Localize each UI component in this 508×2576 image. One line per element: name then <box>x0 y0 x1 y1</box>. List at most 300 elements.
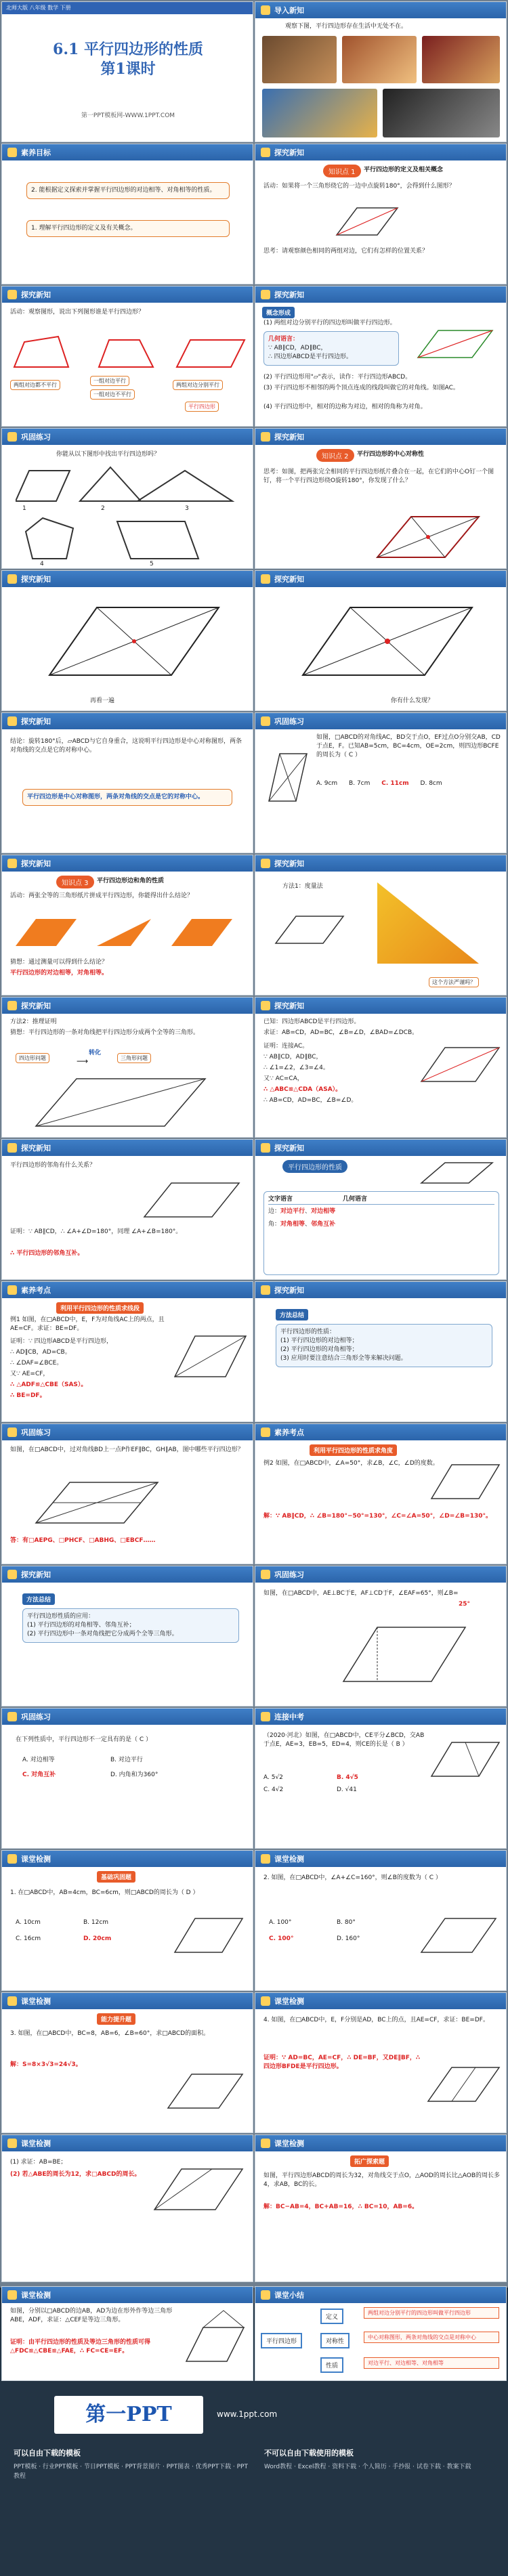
footer-banner <box>0 2386 508 2576</box>
slide-header <box>2 1851 253 1867</box>
option-c[interactable]: C. 11cm <box>381 780 409 787</box>
example-answer: 解：∵ AB∥CD，∴ ∠B=180°−50°=130°，∠C=∠A=50°，∠D=∠B=130°。 <box>263 1513 492 1520</box>
slide-method1 <box>255 1281 507 1422</box>
item-angle-equal: 对角相等 <box>280 1221 305 1228</box>
option-d[interactable]: D. 8cm <box>420 780 442 787</box>
header-title: 探究新知 <box>274 148 304 157</box>
slide-header <box>255 1709 506 1725</box>
test-answer: 证明：∵ AD=BC，AE=CF，∴ DE=BF，又DE∥BF，∴ 四边形BFDE是平行四边形。 <box>263 2055 421 2071</box>
guess-answer: 平行四边形的对边相等，对角相等。 <box>10 970 108 976</box>
table-header <box>268 1195 494 1205</box>
conclusion-highlight: 平行四边形是中心对称图形，两条对角线的交点是它的对称中心。 <box>27 794 205 800</box>
question-text: 你能从以下图形中找出平行四边形吗？ <box>56 451 161 458</box>
slide-header <box>2 429 253 445</box>
think-text: 猜想：平行四边形的一条对角线把平行四边形分成两个全等的三角形。 <box>10 1029 200 1036</box>
example-question: 例2 如图，在□ABCD中，∠A=50°，求∠B，∠C，∠D的度数。 <box>263 1460 439 1467</box>
geo-lang-1: ∵ AB∥CD，AD∥BC， <box>268 345 327 352</box>
test-figure <box>418 1912 499 1959</box>
point-tag: 知识点 3 <box>56 876 94 888</box>
slide-header <box>255 1993 506 2009</box>
activity-text: 活动：两张全等的三角形纸片拼成平行四边形，你能得出什么结论？ <box>10 893 194 899</box>
caption: 再看一遍 <box>90 697 115 704</box>
photo-gate <box>342 36 417 83</box>
header-title: 课堂小结 <box>274 2291 304 2300</box>
header-title: 巩固练习 <box>274 717 304 726</box>
test-question: 1. 在□ABCD中，AB=4cm，BC=6cm，则□ABCD的周长为（ D ） <box>10 1889 199 1896</box>
header-title: 课堂检测 <box>21 1997 51 2006</box>
method-line-2: (1) 平行四边形的对边相等； <box>280 1337 358 1345</box>
summary-leaf-prop: 对边平行、对边相等、对角相等 <box>364 2357 499 2369</box>
test-figure <box>425 2061 503 2108</box>
slide-header <box>255 2135 506 2151</box>
slide-header <box>255 571 506 587</box>
goal-1: 1. 理解平行四边形的定义及有关概念。 <box>26 220 230 237</box>
proof-2: ∵ AB∥CD，AD∥BC， <box>263 1054 322 1060</box>
cover-title-line1: 6.1 平行四边形的性质 <box>53 41 203 58</box>
adjacent-figure <box>137 1176 246 1224</box>
given-text: 已知：四边形ABCD是平行四边形。 <box>263 1018 360 1025</box>
slide-practice1 <box>1 428 253 569</box>
photo-building <box>422 36 500 83</box>
method-box <box>276 1324 492 1367</box>
option-d[interactable]: D. 160° <box>337 1935 360 1942</box>
header-icon <box>261 1570 270 1579</box>
proof-line: 证明：∵ AB∥CD，∴ ∠A+∠D=180°，同理 ∠A+∠B=180°。 <box>10 1228 182 1235</box>
header-icon <box>7 1427 17 1437</box>
activity-text: 活动：观察图形，说出下列图形谁是平行四边形？ <box>10 309 145 316</box>
header-title: 探究新知 <box>21 1144 51 1153</box>
slide-header <box>2 2135 253 2151</box>
slide-header <box>2 2287 253 2303</box>
label-one-not-parallel: 一组对边不平行 <box>90 389 135 400</box>
slide-goals <box>1 144 253 284</box>
point-title: 平行四边形的定义及相关概念 <box>364 167 444 173</box>
slide-summary <box>255 2286 507 2381</box>
test-tag: 拓广探索题 <box>350 2155 389 2167</box>
header-title: 课堂检测 <box>21 2291 51 2300</box>
option-c[interactable]: C. 4√2 <box>263 1786 284 1793</box>
footer-url[interactable]: www.1ppt.com <box>217 2409 278 2419</box>
option-a[interactable]: A. 100° <box>269 1919 292 1926</box>
summary-node-prop: 性质 <box>320 2357 343 2373</box>
table-title: 平行四边形的性质 <box>282 1160 347 1173</box>
intro-question: 观察下图，平行四边形存在生活中无处不在。 <box>285 23 408 30</box>
cover-title <box>29 40 227 79</box>
header-title: 探究新知 <box>274 575 304 584</box>
think-text: 思考：如图，把两张完全相同的平行四边形纸片叠合在一起，在它们的中心O钉一个图钉，将一个平行四边形绕O旋转180°，你发现了什么？ <box>263 469 494 485</box>
summary-leaf-def: 两组对边分别平行的四边形叫做平行四边形 <box>364 2307 499 2319</box>
slide-cover <box>1 1 253 142</box>
practice-figure <box>29 1476 165 1530</box>
slide-test1 <box>1 1850 253 1991</box>
option-a[interactable]: A. 10cm <box>16 1919 41 1926</box>
header-icon <box>7 574 17 584</box>
slide-header <box>255 1566 506 1583</box>
footer-col-1 <box>14 2447 251 2481</box>
test-question: 4. 如图，在□ABCD中，E，F分别是AD，BC上的点，且AE=CF，求证：BE=DF。 <box>263 2017 489 2023</box>
test-question: (1) 求证：AB=BE； <box>10 2159 67 2166</box>
test-tag: 能力提升题 <box>97 2013 135 2025</box>
guess-question: 猜想：通过测量可以得到什么结论？ <box>10 959 108 966</box>
header-title: 探究新知 <box>274 433 304 442</box>
header-icon <box>7 2290 17 2300</box>
proof-2: ∴ AD∥CB，AD=CB。 <box>10 1349 71 1356</box>
label-no-parallel: 两组对边都不平行 <box>10 380 60 390</box>
header-icon <box>261 2139 270 2148</box>
concept-tag: 概念形成 <box>262 307 295 318</box>
header-title: 课堂检测 <box>274 2139 304 2148</box>
option-a[interactable]: A. 对边相等 <box>22 1757 55 1763</box>
option-d[interactable]: D. 20cm <box>83 1935 112 1942</box>
option-b[interactable]: B. 对边平行 <box>110 1757 143 1763</box>
slide-header <box>255 855 506 872</box>
header-title: 探究新知 <box>21 717 51 726</box>
ruler-icon <box>377 882 479 964</box>
header-title: 巩固练习 <box>21 1713 51 1721</box>
slide-header <box>2 1993 253 2009</box>
header-title: 素养考点 <box>21 1286 51 1295</box>
header-title: 素养考点 <box>274 1428 304 1437</box>
row-angle-label: 角 <box>268 1221 275 1228</box>
parallelogram-overlap <box>282 594 486 689</box>
slide-exam <box>255 1708 507 1849</box>
slide-test2 <box>255 1850 507 1991</box>
cover-subtitle: 第一PPT模板网-WWW.1PPT.COM <box>81 112 175 119</box>
table-figure <box>418 1159 499 1187</box>
point-tag: 知识点 2 <box>316 449 354 462</box>
point-title: 平行四边形边和角的性质 <box>97 878 165 884</box>
rigor-note: 这个方法严谨吗？ <box>429 977 479 987</box>
test-answer: 解：BC−AB=4，BC+AB=16，∴ BC=10，AB=6。 <box>263 2204 419 2210</box>
col-geo-lang: 几何语言 <box>343 1196 368 1203</box>
test-figure <box>151 2162 246 2216</box>
proof-1: 证明：∵ 四边形ABCD是平行四边形， <box>10 1338 112 1345</box>
from-label: 四边形问题 <box>16 1053 49 1063</box>
header-icon <box>261 1285 270 1295</box>
slide-header <box>255 713 506 729</box>
header-icon <box>7 1001 17 1010</box>
slide-header <box>2 1424 253 1440</box>
option-c[interactable]: C. 对角互补 <box>22 1772 56 1778</box>
header-icon <box>7 1712 17 1721</box>
header-title: 课堂检测 <box>21 1855 51 1864</box>
slide-practice4 <box>255 1566 507 1706</box>
row-edge: 边：对边平行、对边相等 <box>268 1208 336 1216</box>
header-icon <box>261 859 270 868</box>
slide-explore1 <box>255 144 507 284</box>
method-line-4: (3) 应用时要注意结合三角形全等来解决问题。 <box>280 1355 407 1362</box>
test-question: 2. 如图，在□ABCD中，∠A+∠C=160°，则∠B的度数为（ C ） <box>263 1874 442 1881</box>
exam-figure <box>428 1736 503 1783</box>
header-title: 素养目标 <box>21 148 51 157</box>
example-question: 例1 如图，在□ABCD中，E，F为对角线AC上的两点，且AE=CF。求证：BE=DF。 <box>10 1316 165 1333</box>
header-icon <box>261 574 270 584</box>
shape-num-3: 3 <box>185 505 189 512</box>
question-text: 在下列性质中，平行四边形不一定具有的是（ C ） <box>16 1736 152 1743</box>
geo-lang-box <box>263 331 399 366</box>
to-label: 三角形问题 <box>117 1053 151 1063</box>
slide-header <box>2 713 253 729</box>
paper-pieces <box>16 912 246 953</box>
geo-lang-2: ∴ 四边形ABCD是平行四边形。 <box>268 353 352 361</box>
properties-table <box>263 1191 499 1275</box>
slide-explore12 <box>1 1139 253 1280</box>
slide-header <box>255 1282 506 1298</box>
method-line-1: 平行四边形性质的应用： <box>27 1613 95 1620</box>
question-text: 平行四边形的邻角有什么关系？ <box>10 1162 96 1169</box>
header-title: 探究新知 <box>274 1144 304 1153</box>
slide-practice3 <box>1 1423 253 1564</box>
slide-header <box>255 997 506 1014</box>
slide-example1 <box>1 1281 253 1422</box>
slide-test5 <box>1 2134 253 2282</box>
header-title: 导入新知 <box>274 6 304 15</box>
options <box>316 779 501 788</box>
arrow-icon: ⟶ <box>77 1056 89 1066</box>
footer-logo[interactable]: 第一PPT <box>54 2396 203 2434</box>
question-text: 如图，□ABCD的对角线AC，BD交于点O，EF过点O分别交AB，CD于点E，F。已知AB=5cm，BC=4cm，OE=2cm，则四边形BCFE的周长为（ C ） <box>316 734 501 759</box>
header-icon <box>261 1143 270 1153</box>
shape-num-5: 5 <box>150 561 154 567</box>
slide-test4 <box>255 1992 507 2133</box>
method-title: 方法总结 <box>22 1593 55 1605</box>
item-parallel: 对边平行 <box>280 1208 305 1216</box>
proof-1: 证明：连接AC。 <box>263 1043 309 1050</box>
method-box <box>22 1608 239 1643</box>
header-icon <box>7 1285 17 1295</box>
header-icon <box>261 2290 270 2300</box>
header-icon <box>7 432 17 442</box>
slide-practice5 <box>1 1708 253 1849</box>
slide-header <box>2 855 253 872</box>
header-title: 巩固练习 <box>21 1428 51 1437</box>
slide-example2 <box>255 1423 507 1564</box>
arrow-label: 转化 <box>89 1050 102 1056</box>
question-text: 如图，在□ABCD中，过对角线BD上一点P作EF∥BC，GH∥AB，图中哪些平行四边形？ <box>10 1446 244 1453</box>
goal-2: 2. 能根据定义探索并掌握平行四边形的对边相等、对角相等的性质。 <box>26 182 230 199</box>
prove-text: 求证：AB=CD，AD=BC，∠B=∠D，∠BAD=∠DCB。 <box>263 1029 419 1036</box>
slide-explore13 <box>255 1139 507 1280</box>
practice-figure <box>337 1620 472 1688</box>
footer-col-2 <box>264 2447 501 2472</box>
test-tag: 基础巩固题 <box>97 1871 135 1883</box>
diagonal-figure <box>29 1072 219 1133</box>
option-b[interactable]: B. 4√5 <box>337 1774 358 1781</box>
measure-parallelogram <box>269 909 350 950</box>
practice-figure <box>262 740 314 815</box>
point-tag: 知识点 1 <box>323 165 361 177</box>
footer-col-1-text[interactable]: PPT模板 · 行业PPT模板 · 节日PPT模板 · PPT背景图片 · PPT图表 · 优秀PPT下载 · PPT教程 <box>14 2463 248 2480</box>
parallelogram-spin <box>29 594 232 689</box>
option-a[interactable]: A. 5√2 <box>263 1774 283 1781</box>
parallelogram-abcd <box>411 320 499 368</box>
header-title: 探究新知 <box>274 1286 304 1295</box>
proof-conclusion: ∴ 平行四边形的邻角互补。 <box>10 1250 84 1257</box>
note-3: (3) 平行四边形不相邻的两个顶点连成的线段叫做它的对角线。如图AC。 <box>263 385 459 391</box>
header-icon <box>7 716 17 726</box>
point-title: 平行四边形的中心对称性 <box>357 451 425 458</box>
test-figure <box>171 1912 246 1959</box>
label-two-parallel: 两组对边分别平行 <box>173 380 223 390</box>
proof-figure <box>418 1041 503 1088</box>
option-c[interactable]: C. 100° <box>269 1935 294 1942</box>
header-icon <box>261 1996 270 2006</box>
header-icon <box>261 432 270 442</box>
slide-header <box>255 429 506 445</box>
proof-4: 又∵ AC=CA， <box>263 1075 303 1082</box>
col-text-lang: 文字语言 <box>268 1196 293 1203</box>
header-title: 探究新知 <box>21 1570 51 1579</box>
test-question: 如图，平行四边形ABCD的周长为32，对角线交于点O，△AOD的周长比△AOB的周长多4，求AB，BC的长。 <box>263 2172 501 2189</box>
slide-header <box>2 144 253 160</box>
header-icon <box>7 1996 17 2006</box>
footer-col-2-title: 不可以自由下载使用的模板 <box>264 2449 354 2457</box>
slide-header <box>255 2 506 18</box>
header-icon <box>7 1570 17 1579</box>
test-answer: 证明：由平行四边形的性质及等边三角形的性质可得△FDC≌△CBE≌△FAE，∴ FC=CE=EF。 <box>10 2339 151 2355</box>
test-figure <box>179 2307 251 2368</box>
slide-explore2 <box>1 286 253 427</box>
answer-text: 答：有□AEPG、□PHCF、□ABHG、□EBCF…… <box>10 1537 156 1544</box>
option-d[interactable]: D. √41 <box>337 1786 357 1793</box>
header-title: 探究新知 <box>21 859 51 868</box>
activity-text: 活动：如果将一个三角形绕它的一边中点旋转180°，会得到什么图形？ <box>263 183 455 190</box>
slide-explore6 <box>255 570 507 711</box>
photo-parking <box>383 89 500 137</box>
header-title: 探究新知 <box>274 1002 304 1010</box>
header-title: 探究新知 <box>21 1002 51 1010</box>
option-b[interactable]: B. 7cm <box>349 780 371 787</box>
item-equal: 对边相等 <box>311 1208 336 1216</box>
slide-header <box>2 1566 253 1583</box>
proof-5: ∴ △ABC≌△CDA（ASA）。 <box>263 1086 342 1093</box>
example-figure <box>428 1458 503 1505</box>
header-icon <box>7 859 17 868</box>
option-d[interactable]: D. 内角和为360° <box>110 1772 158 1778</box>
slide-explore11 <box>255 997 507 1138</box>
slide-method2 <box>1 1566 253 1706</box>
proof-5: ∴ △ADF≌△CBE（SAS）。 <box>10 1381 87 1388</box>
slide-intro <box>255 1 507 142</box>
photo-roof <box>262 36 337 83</box>
answer-text: 25° <box>459 1601 471 1608</box>
slide-header <box>2 286 253 303</box>
slide-explore3 <box>255 286 507 427</box>
header-icon <box>7 2139 17 2148</box>
option-b[interactable]: B. 80° <box>337 1919 356 1926</box>
method-label: 方法2：推理证明 <box>10 1018 57 1025</box>
conclusion-text: 结论：旋转180°后，▱ABCD与它自身重合，这说明平行四边形是中心对称图形，两条对角线的交点是它的对称中心。 <box>10 738 242 754</box>
conclusion-box <box>22 789 232 806</box>
header-title: 课堂检测 <box>274 1997 304 2006</box>
proof-3: ∴ ∠1=∠2，∠3=∠4。 <box>263 1065 329 1071</box>
shape-num-2: 2 <box>101 505 105 512</box>
header-title: 探究新知 <box>21 291 51 299</box>
exam-question: （2020·河北）如图，在□ABCD中，CE平分∠BCD，交AB于点E，AE=3，EB=5，ED=4，则CE的长是（ B ） <box>263 1732 425 1748</box>
slide-test3 <box>1 1992 253 2133</box>
test-figure <box>165 2067 246 2115</box>
proof-6: ∴ AB=CD，AD=BC，∠B=∠D。 <box>263 1097 358 1104</box>
summary-root: 平行四边形 <box>261 2333 302 2348</box>
slide-header <box>2 1282 253 1298</box>
geo-lang-title: 几何语言： <box>268 336 299 343</box>
proof-4: 又∵ AE=CF， <box>10 1371 49 1377</box>
header-icon <box>261 716 270 726</box>
slide-explore4 <box>255 428 507 569</box>
rotation-figure <box>323 201 438 242</box>
test-question: 3. 如图，在□ABCD中，BC=8，AB=6，∠B=60°，求□ABCD的面积。 <box>10 2030 210 2037</box>
header-icon <box>261 290 270 299</box>
header-icon <box>261 1001 270 1010</box>
proof-6: ∴ BE=DF。 <box>10 1392 46 1399</box>
cover-topbar <box>2 2 253 14</box>
think-text: 思考：请观察颜色相同的两组对边，它们有怎样的位置关系？ <box>263 248 429 255</box>
row-angle: 角：对角相等、邻角互补 <box>268 1221 336 1228</box>
slide-header <box>255 2287 506 2303</box>
header-title: 课堂检测 <box>274 1855 304 1864</box>
definition: (1) 两组对边分别平行的四边形叫做平行四边形。 <box>263 320 396 326</box>
header-title: 课堂检测 <box>21 2139 51 2148</box>
footer-col-2-text[interactable]: Word教程 · Excel教程 · 资料下载 · 个人简历 · 手抄报 · 试卷下载 · 教案下载 <box>264 2463 471 2470</box>
question-text: 如图，在□ABCD中，AE⊥BC于E，AF⊥CD于F，∠EAF=65°，则∠B= <box>263 1590 459 1597</box>
slide-header <box>2 1709 253 1725</box>
slide-header <box>255 1424 506 1440</box>
slide-header <box>255 144 506 160</box>
method-line-1: 平行四边形的性质： <box>280 1329 336 1335</box>
header-icon <box>7 148 17 157</box>
photo-truck <box>262 89 377 137</box>
shape-row <box>7 330 251 377</box>
label-parallelogram: 平行四边形 <box>185 402 219 412</box>
header-title: 巩固练习 <box>274 1570 304 1579</box>
header-icon <box>261 1854 270 1864</box>
item-angle-supp: 邻角互补 <box>311 1221 336 1228</box>
option-b[interactable]: B. 12cm <box>83 1919 109 1926</box>
header-title: 巩固练习 <box>21 433 51 442</box>
slide-header <box>255 1140 506 1156</box>
slide-header <box>2 1140 253 1156</box>
header-title: 探究新知 <box>274 859 304 868</box>
method-line-3: (2) 平行四边形中一条对角线把它分成两个全等三角形。 <box>27 1631 178 1638</box>
slide-header <box>255 1851 506 1867</box>
cover-topbar-text: 北师大版 八年级 数学 下册 <box>6 5 71 11</box>
proof-3: ∴ ∠DAF=∠BCE。 <box>10 1360 63 1367</box>
example-tag: 利用平行四边形的性质求角度 <box>310 1444 397 1456</box>
header-icon <box>7 290 17 299</box>
caption: 你有什么发现？ <box>391 697 434 704</box>
test-answer: (2) 若△ABE的周长为12，求□ABCD的周长。 <box>10 2171 141 2178</box>
label-one-parallel: 一组对边平行 <box>90 376 129 386</box>
option-c[interactable]: C. 16cm <box>16 1935 41 1942</box>
header-title: 连接中考 <box>274 1713 304 1721</box>
option-a[interactable]: A. 9cm <box>316 780 338 787</box>
slide-header <box>255 286 506 303</box>
header-title: 探究新知 <box>21 575 51 584</box>
shape-num-1: 1 <box>22 505 26 512</box>
rotation-parallelogram <box>371 510 486 564</box>
test-question: 如图，分别以□ABCD的边AB，AD为边在形外作等边三角形ABE，ADF，求证：△CEF是等边三角形。 <box>10 2308 173 2324</box>
slide-header <box>2 571 253 587</box>
header-icon <box>7 1854 17 1864</box>
header-icon <box>261 148 270 157</box>
method-line-2: (1) 平行四边形的对角相等、邻角互补； <box>27 1622 135 1629</box>
summary-node-def: 定义 <box>320 2309 343 2324</box>
slide-test6 <box>255 2134 507 2282</box>
header-title: 探究新知 <box>274 291 304 299</box>
header-icon <box>7 1143 17 1153</box>
cover-title-line2: 第1课时 <box>100 60 156 78</box>
test-answer: 解：S=8×3√3=24√3。 <box>10 2061 82 2068</box>
